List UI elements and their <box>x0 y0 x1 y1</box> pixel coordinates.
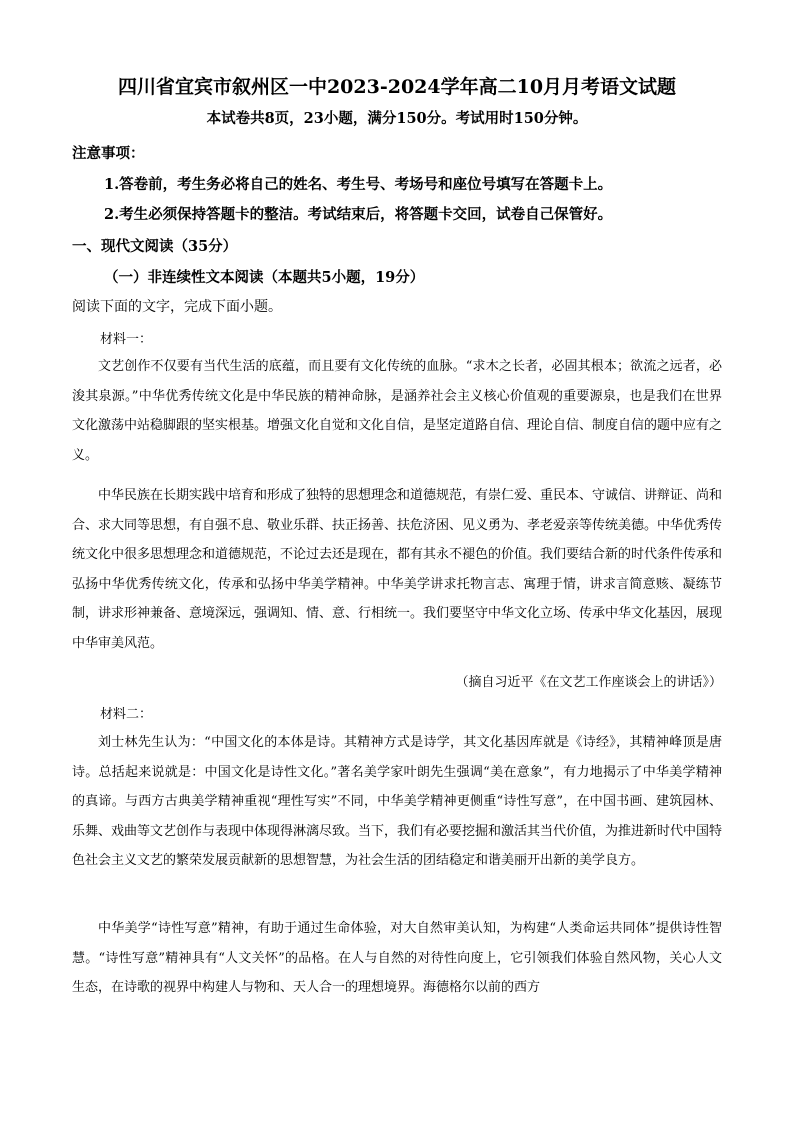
material1-label: 材料一： <box>100 332 153 347</box>
material1-paragraph-2: 中华民族在长期实践中培育和形成了独特的思想理念和道德规范，有崇仁爱、重民本、守诚信、讲辩证、尚和合、求大同等思想，有自强不息、敬业乐群、扶正扬善、扶危济困、见义勇为、孝老爱亲等传统美德。中华优秀传统文化中很多思想理念和道德规范，不论过去还是现在，都有其永不褪色的价值。我们要结合新的时代条件传承和弘扬中华优秀传统文化，传承和弘扬中华美学精神。中华美学讲求托物言志、寓理于情，讲求言简意赅、凝练节制，讲求形神兼备、意境深远，强调知、情、意、行相统一。我们要坚守中华文化立场、传承中华文化基因，展现中华审美风范。 <box>72 488 723 651</box>
material2-label: 材料二： <box>100 707 153 722</box>
material1-source: （摘自习近平《在文艺工作座谈会上的讲话》） <box>455 675 722 690</box>
section-heading: 一、现代文阅读（35分） <box>72 238 238 255</box>
material2-paragraph-1: 刘士林先生认为：“中国文化的本体是诗。其精神方式是诗学，其文化基因库就是《诗经》，其精神峰顶是唐诗。总括起来说就是：中国文化是诗性文化。”著名美学家叶朗先生强调“美在意象”，有力地揭示了中华美学精神的真谛。与西方古典美学精神重视“理性写实”不同，中华美学精神更侧重“诗性写意”，在中国书画、建筑园林、乐舞、戏曲等文艺创作与表现中体现得淋漓尽致。当下，我们有必要挖掘和激活其当代价值，为推进新时代中国特色社会主义文艺的繁荣发展贡献新的思想智慧，为社会生活的团结稳定和谐美丽开出新的美学良方。 <box>72 735 723 868</box>
subsection-heading: （一）非连续性文本阅读（本题共5小题，19分） <box>104 269 425 286</box>
notice-heading: 注意事项： <box>72 145 145 162</box>
material1-paragraph-1: 文艺创作不仅要有当代生活的底蕴，而且要有文化传统的血脉。“求木之长者，必固其根本；欲流之远者，必浚其泉源。”中华优秀传统文化是中华民族的精神命脉，是涵养社会主义核心价值观的重要源泉，也是我们在世界文化激荡中站稳脚跟的坚实根基。增强文化自觉和文化自信，是坚定道路自信、理论自信、制度自信的题中应有之义。 <box>72 359 723 463</box>
notice-item-2: 2.考生必须保持答题卡的整洁。考试结束后，将答题卡交回，试卷自己保管好。 <box>104 206 613 223</box>
reading-instruction: 阅读下面的文字，完成下面小题。 <box>72 299 282 315</box>
document-title: 四川省宜宾市叙州区一中2023-2024学年高二10月月考语文试题 <box>117 76 677 98</box>
exam-info: 本试卷共8页，23小题，满分150分。考试用时150分钟。 <box>206 110 588 127</box>
notice-item-1: 1.答卷前，考生务必将自己的姓名、考生号、考场号和座位号填写在答题卡上。 <box>104 176 613 193</box>
material2-paragraph-2: 中华美学“诗性写意”精神，有助于通过生命体验，对大自然审美认知，为构建“人类命运共同体”提供诗性智慧。“诗性写意”精神具有“人文关怀”的品格。在人与自然的对待性向度上，它引领我们体验自然风物，关心人文生态，在诗歌的视界中构建人与物和、天人合一的理想境界。海德格尔以前的西方 <box>72 921 722 995</box>
